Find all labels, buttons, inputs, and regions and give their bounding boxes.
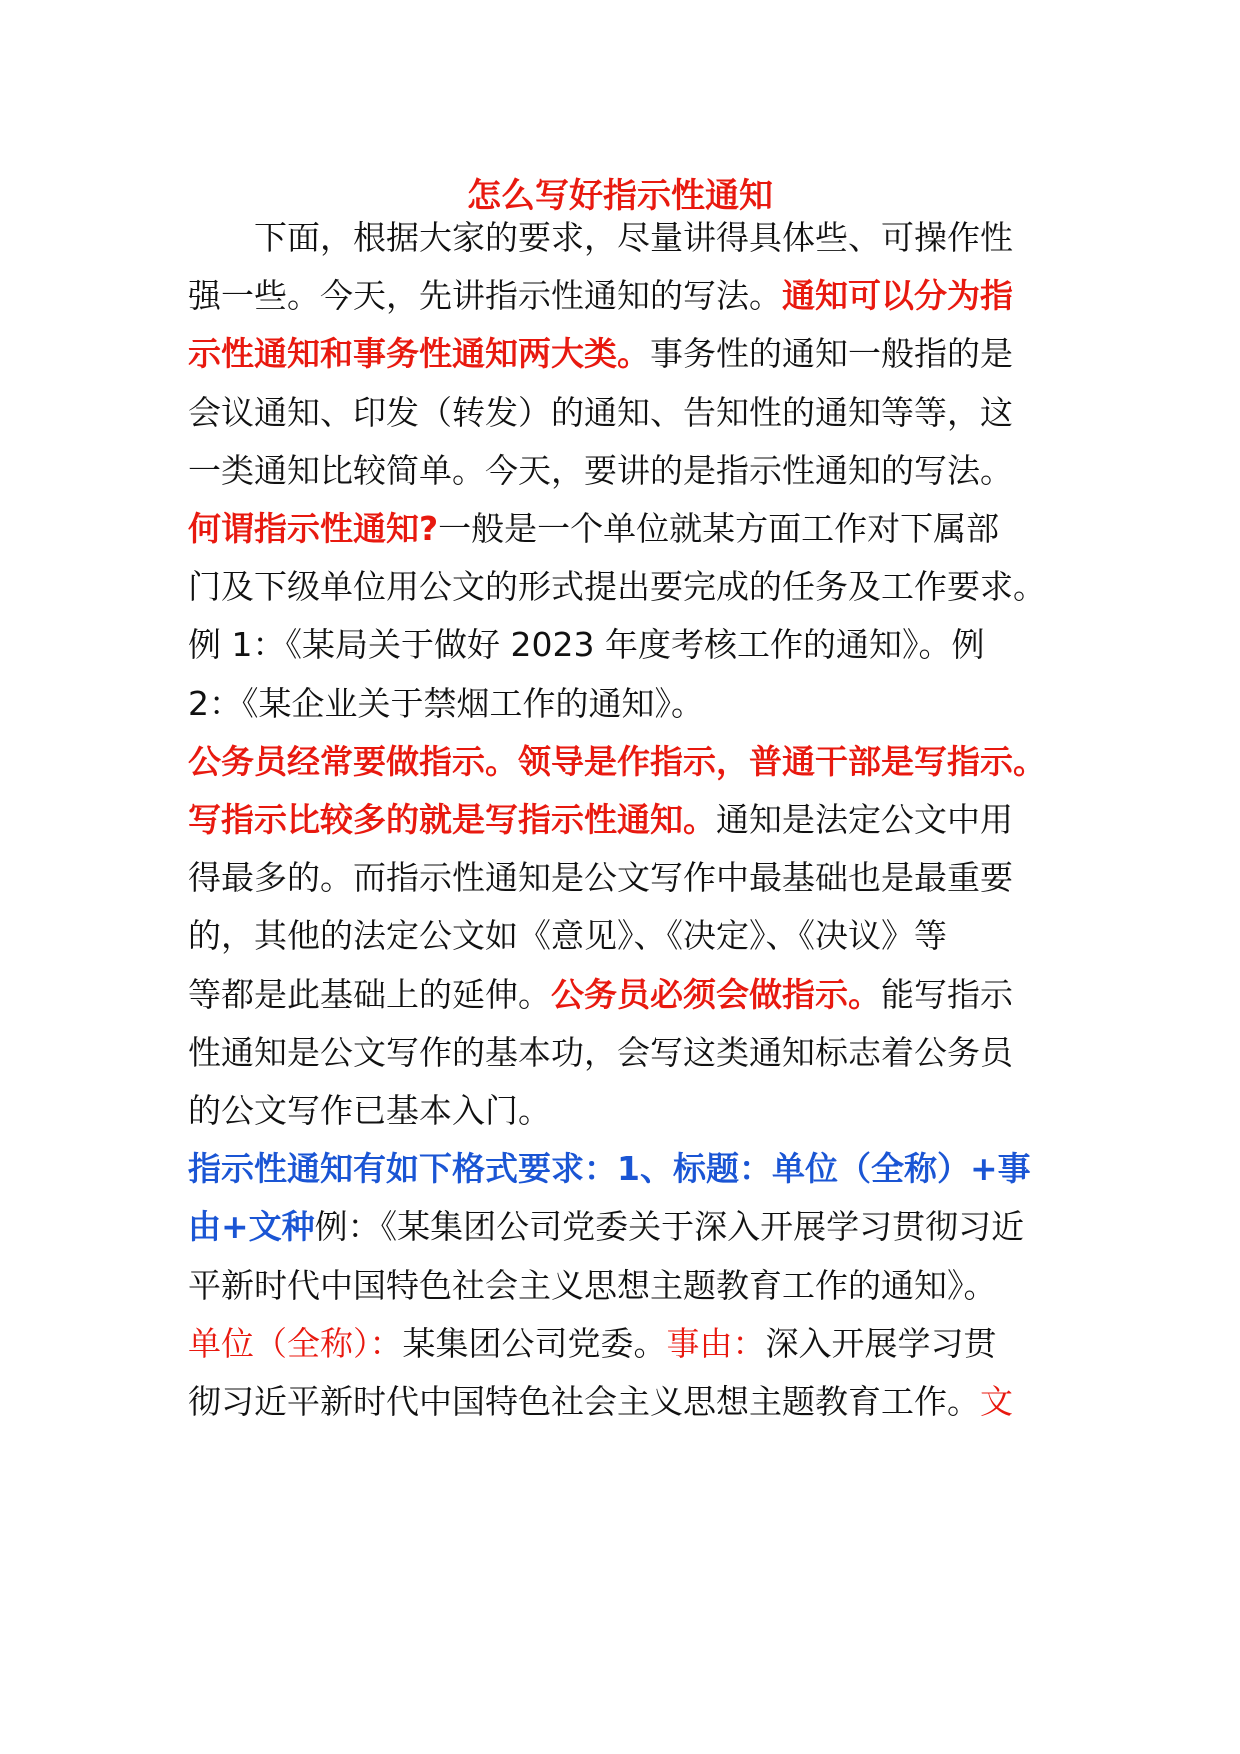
paragraph-line: [188, 1262, 997, 1310]
text-run: 下面，根据大家的要求，尽量讲得具体些、可操作性: [188, 218, 1013, 257]
text-run: 得最多的。而指示性通知是公文写作中最基础也是最重要: [188, 858, 1013, 898]
text-run: 彻习近平新时代中国特色社会主义思想主题教育工作。: [188, 1382, 980, 1421]
paragraph-line: [188, 214, 1013, 262]
text-run: 门及下级单位用公文的形式提出要完成的任务及工作要求。: [188, 567, 1046, 607]
text-run: 事由：: [666, 1323, 766, 1363]
paragraph-line: [188, 1320, 997, 1368]
paragraph-line: [188, 796, 1013, 844]
paragraph-line: [188, 1145, 1031, 1193]
text-run: 深入开展学习贯: [765, 1323, 997, 1363]
paragraph-line: [188, 1203, 1024, 1251]
text-run: 能写指示: [881, 974, 1013, 1014]
paragraph-line: [188, 447, 1013, 495]
text-run: 写指示比较多的就是写指示性通知。: [188, 800, 716, 839]
text-run: 事务性的通知一般指的是: [650, 334, 1013, 374]
text-run: 公务员必须会做指示。: [551, 974, 881, 1014]
text-run: 会议通知、印发（转发）的通知、告知性的通知等等，这: [188, 392, 1013, 432]
paragraph-line: [188, 680, 704, 728]
text-run: 平新时代中国特色社会主义思想主题教育工作的通知》。: [188, 1265, 997, 1305]
text-run: 一般是一个单位就某方面工作对下属部: [438, 509, 1000, 548]
text-run: 通知是法定公文中用: [716, 800, 1013, 839]
paragraph-line: [188, 1029, 1013, 1077]
text-run: 通知可以分为指: [782, 276, 1013, 316]
text-run: 的公文写作已基本入门。: [188, 1091, 551, 1130]
paragraph-line: [188, 738, 1046, 786]
text-run: 的，其他的法定公文如《意见》、《决定》、《决议》等: [188, 916, 947, 956]
text-run: 示性通知和事务性通知两大类。: [188, 334, 650, 374]
paragraph-line: [188, 621, 984, 669]
paragraph-line: [188, 389, 1013, 437]
paragraph-line: [188, 971, 1013, 1019]
text-run: 2：《某企业关于禁烟工作的通知》。: [188, 683, 704, 723]
text-run: 何谓指示性通知?: [188, 509, 439, 548]
paragraph-line: [188, 1087, 551, 1135]
text-run: 公务员经常要做指示。领导是作指示，普通干部是写指示。: [188, 741, 1046, 781]
paragraph-line: [188, 330, 1013, 378]
text-run: 强一些。今天，先讲指示性通知的写法。: [188, 276, 782, 316]
text-run: 性通知是公文写作的基本功，会写这类通知标志着公务员: [188, 1032, 1013, 1072]
text-run: 例 1：《某局关于做好 2023 年度考核工作的通知》。例: [188, 625, 985, 665]
text-run: 由+文种: [188, 1207, 315, 1247]
paragraph-line: [188, 1378, 1013, 1426]
text-run: 文: [980, 1382, 1013, 1421]
paragraph-line: [188, 505, 999, 553]
paragraph-line: [188, 272, 1013, 320]
paragraph-line: [188, 563, 1046, 611]
paragraph-line: [188, 854, 1013, 902]
paragraph-line: [188, 912, 947, 960]
text-run: 例：《某集团公司党委关于深入开展学习贯彻习近: [314, 1207, 1025, 1247]
text-run: 等都是此基础上的延伸。: [188, 974, 551, 1014]
text-run: 指示性通知有如下格式要求：1、标题：单位（全称）+事: [188, 1149, 1031, 1189]
text-run: 某集团公司党委。: [402, 1323, 667, 1363]
text-run: 单位（全称）：: [188, 1323, 403, 1363]
document-title: 怎么写好指示性通知: [467, 176, 773, 216]
text-run: 一类通知比较简单。今天，要讲的是指示性通知的写法。: [188, 450, 1013, 490]
